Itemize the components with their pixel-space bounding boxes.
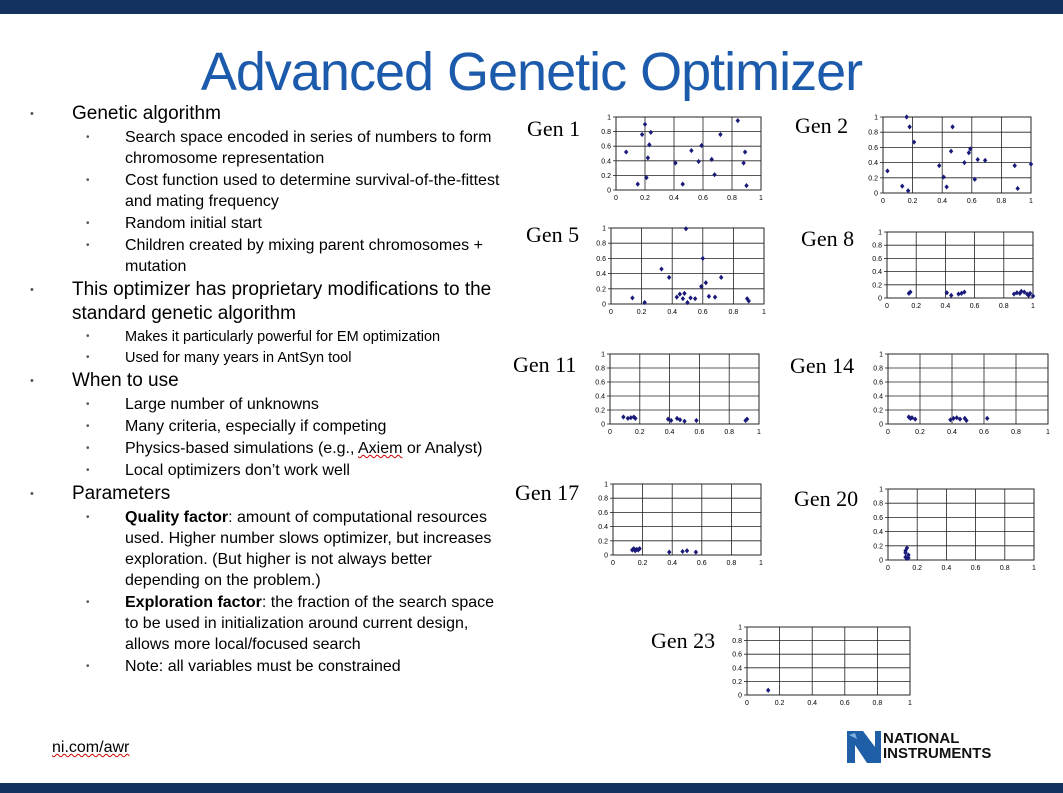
x-tick-label: 0.4 — [941, 565, 952, 572]
top-band — [0, 0, 1063, 14]
bullet-genetic-item: • Children created by mixing parent chromosomes + mutation — [30, 235, 500, 277]
y-tick-label: 0.4 — [872, 269, 882, 277]
y-tick-label: 0.8 — [595, 365, 605, 373]
x-tick-label: 0 — [745, 700, 749, 707]
logo-text-national: NATIONAL — [883, 730, 960, 747]
x-tick-label: 1 — [908, 700, 912, 707]
bullet-when-text: Physics-based simulations (e.g., — [125, 440, 358, 457]
scatter-chart-gen23 — [730, 623, 920, 715]
scatter-chart-gen20 — [870, 484, 1042, 576]
plot-area — [887, 232, 1033, 298]
chart-title-gen2: Gen 2 — [795, 113, 849, 138]
x-tick-label: 0.6 — [969, 303, 980, 310]
bullet-proprietary-heading: • This optimizer has proprietary modifications to the standard genetic algorithm — [30, 278, 500, 326]
y-tick-label: 0.4 — [873, 529, 883, 537]
x-tick-label: 0 — [881, 198, 885, 205]
x-tick-label: 0.2 — [634, 429, 645, 436]
y-tick-label: 0.2 — [598, 538, 608, 546]
chart-title-gen1: Gen 1 — [527, 116, 581, 141]
x-tick-label: 0.8 — [727, 195, 737, 202]
chart-title-gen5: Gen 5 — [526, 222, 580, 247]
x-tick-label: 1 — [1029, 198, 1033, 205]
plot-area — [616, 117, 761, 190]
x-tick-label: 0 — [886, 429, 890, 436]
x-tick-label: 0.4 — [937, 198, 948, 205]
scatter-chart-gen5 — [594, 223, 774, 320]
x-tick-label: 0.8 — [872, 700, 883, 707]
y-tick-label: 0.4 — [596, 271, 606, 279]
x-tick-label: 0 — [886, 565, 890, 572]
y-tick-label: 0 — [601, 421, 605, 429]
scatter-chart-gen1 — [598, 112, 773, 209]
y-tick-label: 0.6 — [732, 651, 742, 659]
x-tick-label: 0.4 — [667, 309, 678, 316]
x-tick-label: 0.6 — [696, 560, 707, 567]
y-tick-label: 1 — [604, 481, 608, 489]
x-tick-label: 0.8 — [728, 309, 739, 316]
x-tick-label: 0 — [608, 429, 612, 436]
y-tick-label: 1 — [602, 225, 606, 233]
scatter-chart-gen17 — [596, 480, 772, 572]
x-tick-label: 0.8 — [999, 565, 1010, 572]
y-tick-label: 0.8 — [732, 638, 742, 646]
y-tick-label: 0.4 — [601, 158, 611, 166]
exploration-factor-text: : the fraction of the search space to be used in initialization around current design, allows more local/focused search — [125, 594, 495, 653]
bullet-genetic-item: • Search space encoded in series of numbers to form chromosome representation — [30, 127, 500, 169]
national-instruments-logo — [845, 725, 1015, 769]
scatter-chart-gen8 — [870, 228, 1042, 316]
plot-area — [883, 117, 1031, 193]
x-tick-label: 0.8 — [1011, 429, 1021, 436]
bullet-list — [30, 102, 500, 678]
quality-factor-label: Quality factor — [125, 509, 229, 526]
x-tick-label: 1 — [1031, 303, 1035, 310]
y-tick-label: 0.4 — [873, 393, 883, 401]
plot-area — [611, 228, 764, 304]
x-tick-label: 0.2 — [912, 565, 923, 572]
bullet-genetic-heading: • Genetic algorithm — [30, 102, 500, 126]
bullet-proprietary-item: • Makes it particularly powerful for EM optimization — [30, 327, 500, 347]
chart-title-gen11: Gen 11 — [513, 352, 577, 377]
x-tick-label: 0 — [885, 303, 889, 310]
axiem-word: Axiem — [358, 440, 403, 457]
x-tick-label: 0.4 — [664, 429, 675, 436]
y-tick-label: 0 — [879, 557, 883, 565]
y-tick-label: 1 — [879, 486, 883, 494]
y-tick-label: 1 — [601, 351, 605, 359]
y-tick-label: 0.2 — [732, 678, 742, 686]
bullet-when-heading: • When to use — [30, 369, 500, 393]
x-tick-label: 0 — [614, 195, 618, 202]
y-tick-label: 0.2 — [872, 282, 882, 290]
x-tick-label: 0.2 — [637, 560, 648, 567]
footer-url[interactable]: ni.com/awr — [52, 739, 130, 756]
x-tick-label: 1 — [1032, 565, 1036, 572]
x-tick-label: 1 — [759, 560, 763, 567]
x-tick-label: 0.4 — [807, 700, 818, 707]
x-tick-label: 0.2 — [907, 198, 918, 205]
logo-text-instruments: INSTRUMENTS — [883, 745, 992, 762]
exploration-factor-label: Exploration factor — [125, 594, 262, 611]
x-tick-label: 0.2 — [774, 700, 785, 707]
plot-area — [888, 354, 1048, 424]
bullet-params-heading: • Parameters — [30, 482, 500, 506]
x-tick-label: 0.6 — [979, 429, 989, 436]
y-tick-label: 0.4 — [595, 393, 605, 401]
y-tick-label: 0.8 — [596, 240, 606, 248]
x-tick-label: 0.2 — [911, 303, 922, 310]
scatter-chart-gen11 — [594, 350, 772, 442]
x-tick-label: 0.4 — [669, 195, 679, 202]
y-tick-label: 0.8 — [872, 242, 882, 250]
y-tick-label: 0.6 — [601, 143, 611, 151]
y-tick-label: 0.6 — [598, 509, 608, 517]
y-tick-label: 0.4 — [732, 665, 742, 673]
x-tick-label: 1 — [762, 309, 766, 316]
x-tick-label: 0.8 — [726, 560, 737, 567]
y-tick-label: 0 — [604, 552, 608, 560]
chart-title-gen14: Gen 14 — [790, 353, 855, 378]
bullet-when-text: or Analyst) — [402, 440, 483, 457]
bullet-proprietary-item: • Used for many years in AntSyn tool — [30, 348, 500, 368]
bullet-genetic-item: • Cost function used to determine survival-of-the-fittest and mating frequency — [30, 170, 500, 212]
y-tick-label: 0 — [607, 187, 611, 195]
x-tick-label: 0.2 — [636, 309, 647, 316]
y-tick-label: 0.2 — [873, 407, 883, 415]
y-tick-label: 0 — [879, 421, 883, 429]
y-tick-label: 0.6 — [872, 255, 882, 263]
x-tick-label: 1 — [757, 429, 761, 436]
scatter-chart-gen14 — [872, 350, 1050, 442]
x-tick-label: 0 — [609, 309, 613, 316]
y-tick-label: 0.2 — [596, 286, 606, 294]
y-tick-label: 0.2 — [868, 175, 878, 183]
y-tick-label: 0.2 — [595, 407, 605, 415]
y-tick-label: 0.2 — [601, 172, 611, 180]
y-tick-label: 0.6 — [868, 144, 878, 152]
bullet-when-item: • Many criteria, especially if competing — [30, 416, 500, 437]
chart-title-gen17: Gen 17 — [515, 480, 580, 505]
x-tick-label: 1 — [1046, 429, 1050, 436]
y-tick-label: 1 — [874, 114, 878, 122]
y-tick-label: 1 — [607, 114, 611, 122]
bullet-when-item: • Large number of unknowns — [30, 394, 500, 415]
y-tick-label: 0 — [874, 190, 878, 198]
y-tick-label: 0 — [738, 692, 742, 700]
y-tick-label: 0.8 — [601, 129, 611, 137]
bullet-when-item: • Local optimizers don’t work well — [30, 460, 500, 481]
x-tick-label: 0.6 — [839, 700, 850, 707]
y-tick-label: 1 — [878, 229, 882, 237]
y-tick-label: 0.8 — [873, 500, 883, 508]
y-tick-label: 0.4 — [868, 160, 878, 168]
bullet-quality-factor — [30, 507, 500, 591]
plot-area — [610, 354, 759, 424]
x-tick-label: 0 — [611, 560, 615, 567]
x-tick-label: 1 — [759, 195, 763, 202]
x-tick-label: 0.6 — [698, 195, 708, 202]
y-tick-label: 0.8 — [868, 129, 878, 137]
x-tick-label: 0.8 — [724, 429, 735, 436]
quality-factor-text: : amount of computational resources used. Higher number slows optimizer, but increases exploration. (But higher is not always better depending on the problem.) — [125, 509, 492, 589]
x-tick-label: 0.6 — [970, 565, 981, 572]
chart-title-gen8: Gen 8 — [801, 226, 855, 251]
x-tick-label: 0.6 — [694, 429, 705, 436]
y-tick-label: 1 — [738, 624, 742, 632]
plot-area — [888, 489, 1034, 560]
x-tick-label: 0.6 — [966, 198, 977, 205]
x-tick-label: 0.8 — [998, 303, 1009, 310]
plot-area — [747, 627, 910, 695]
x-tick-label: 0.4 — [947, 429, 957, 436]
y-tick-label: 1 — [879, 351, 883, 359]
y-tick-label: 0.4 — [598, 524, 608, 532]
bullet-exploration-factor — [30, 592, 500, 655]
x-tick-label: 0.4 — [940, 303, 951, 310]
x-tick-label: 0.4 — [667, 560, 678, 567]
x-tick-label: 0.6 — [697, 309, 708, 316]
y-tick-label: 0.6 — [873, 379, 883, 387]
chart-title-gen20: Gen 20 — [794, 486, 859, 511]
x-tick-label: 0.2 — [640, 195, 650, 202]
x-tick-label: 0.8 — [996, 198, 1007, 205]
bottom-band — [0, 783, 1063, 793]
y-tick-label: 0.8 — [598, 495, 608, 503]
y-tick-label: 0.8 — [873, 365, 883, 373]
y-tick-label: 0.6 — [873, 514, 883, 522]
y-tick-label: 0 — [878, 295, 882, 303]
bullet-genetic-item: • Random initial start — [30, 213, 500, 234]
chart-title-gen23: Gen 23 — [651, 628, 716, 653]
x-tick-label: 0.2 — [915, 429, 925, 436]
bullet-when-item — [30, 438, 500, 459]
y-tick-label: 0 — [602, 301, 606, 309]
scatter-chart-gen2 — [866, 112, 1042, 212]
y-tick-label: 0.6 — [596, 255, 606, 263]
plot-area — [613, 484, 761, 555]
bullet-note: • Note: all variables must be constrained — [30, 656, 500, 677]
y-tick-label: 0.6 — [595, 379, 605, 387]
slide-title: Advanced Genetic Optimizer — [200, 42, 863, 102]
y-tick-label: 0.2 — [873, 543, 883, 551]
